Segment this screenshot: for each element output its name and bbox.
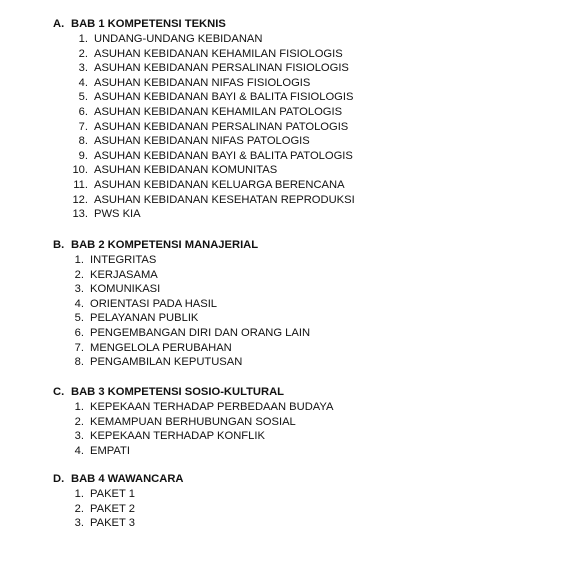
item-text: ASUHAN KEBIDANAN KOMUNITAS (94, 164, 278, 177)
section-heading (53, 238, 310, 253)
item-text: ASUHAN KEBIDANAN NIFAS PATOLOGIS (94, 135, 310, 148)
section-heading (53, 385, 334, 400)
item-text: KEPEKAAN TERHADAP KONFLIK (90, 430, 265, 443)
item-number: 13. (72, 208, 88, 221)
list-item (53, 32, 355, 47)
item-text: PAKET 1 (90, 488, 135, 500)
item-text: KOMUNIKASI (90, 283, 161, 296)
section-title: BAB 2 KOMPETENSI MANAJERIAL (71, 239, 259, 251)
section-title: BAB 3 KOMPETENSI SOSIO-KULTURAL (71, 386, 284, 398)
item-text: PENGAMBILAN KEPUTUSAN (90, 356, 243, 369)
list-item (53, 61, 355, 76)
topic-list (53, 400, 334, 458)
item-number: 9. (78, 149, 88, 162)
item-text: ASUHAN KEBIDANAN PERSALINAN PATOLOGIS (94, 120, 349, 133)
list-item (53, 268, 310, 283)
item-number: 3. (74, 430, 84, 443)
section-letter: C. (53, 386, 65, 398)
list-item (53, 400, 334, 415)
item-text: PELAYANAN PUBLIK (90, 312, 199, 325)
list-item (53, 429, 334, 444)
list-item (53, 90, 355, 105)
item-text: UNDANG-UNDANG KEBIDANAN (94, 33, 263, 45)
item-number: 1. (74, 254, 84, 266)
item-text: PAKET 3 (90, 517, 135, 530)
item-number: 2. (74, 268, 84, 281)
item-number: 4. (74, 297, 84, 310)
item-number: 1. (74, 488, 84, 500)
item-number: 3. (74, 283, 84, 296)
item-text: ASUHAN KEBIDANAN NIFAS FISIOLOGIS (94, 76, 311, 89)
list-item (53, 120, 355, 135)
item-text: ASUHAN KEBIDANAN BAYI & BALITA FISIOLOGIS (94, 91, 354, 104)
item-number: 1. (74, 401, 84, 413)
item-text: PENGEMBANGAN DIRI DAN ORANG LAIN (90, 326, 311, 339)
item-text: EMPATI (90, 444, 130, 457)
list-item (53, 178, 355, 193)
list-item (53, 149, 355, 164)
item-text: ORIENTASI PADA HASIL (90, 297, 218, 310)
item-text: KERJASAMA (90, 268, 158, 281)
item-number: 11. (73, 178, 88, 191)
section-title: BAB 4 WAWANCARA (71, 473, 184, 485)
list-item (53, 105, 355, 120)
item-text: INTEGRITAS (90, 254, 157, 266)
item-number: 8. (74, 356, 84, 369)
item-number: 2. (74, 502, 84, 515)
topic-list (53, 487, 184, 531)
list-item (53, 516, 184, 531)
item-number: 4. (74, 444, 84, 457)
item-number: 3. (78, 62, 88, 75)
item-text: ASUHAN KEBIDANAN PERSALINAN FISIOLOGIS (94, 62, 349, 75)
item-number: 7. (74, 341, 84, 354)
item-number: 5. (74, 312, 84, 325)
item-text: PWS KIA (94, 208, 141, 221)
list-item (53, 253, 310, 268)
item-number: 6. (74, 326, 84, 339)
item-number: 3. (74, 517, 84, 530)
item-text: MENGELOLA PERUBAHAN (90, 341, 232, 354)
item-number: 5. (78, 91, 88, 104)
item-number: 12. (72, 193, 88, 206)
list-item (53, 355, 310, 370)
item-number: 2. (74, 415, 84, 428)
list-item (53, 76, 355, 91)
list-item (53, 341, 310, 356)
list-item (53, 47, 355, 62)
item-text: ASUHAN KEBIDANAN KEHAMILAN FISIOLOGIS (94, 47, 343, 60)
section-bab-2 (53, 238, 310, 370)
list-item (53, 487, 184, 502)
list-item (53, 134, 355, 149)
list-item (53, 415, 334, 430)
item-text: ASUHAN KEBIDANAN BAYI & BALITA PATOLOGIS (94, 149, 353, 162)
list-item (53, 193, 355, 208)
item-number: 10. (72, 164, 88, 177)
list-item (53, 502, 184, 517)
item-text: ASUHAN KEBIDANAN KELUARGA BERENCANA (94, 178, 345, 191)
list-item (53, 297, 310, 312)
list-item (53, 282, 310, 297)
item-text: ASUHAN KEBIDANAN KEHAMILAN PATOLOGIS (94, 105, 343, 118)
item-text: PAKET 2 (90, 502, 135, 515)
item-number: 6. (78, 105, 88, 118)
item-number: 2. (78, 47, 88, 60)
list-item (53, 444, 334, 459)
section-letter: D. (53, 473, 65, 485)
section-title: BAB 1 KOMPETENSI TEKNIS (71, 18, 226, 30)
item-number: 1. (78, 33, 88, 45)
list-item (53, 311, 310, 326)
topic-list (53, 32, 355, 222)
item-text: KEPEKAAN TERHADAP PERBEDAAN BUDAYA (90, 401, 334, 413)
section-bab-3 (53, 385, 334, 458)
section-letter: B. (53, 239, 65, 251)
topic-list (53, 253, 310, 370)
item-text: ASUHAN KEBIDANAN KESEHATAN REPRODUKSI (94, 193, 355, 206)
list-item (53, 163, 355, 178)
section-heading (53, 472, 184, 487)
section-bab-1 (53, 17, 355, 222)
item-number: 4. (78, 76, 88, 89)
list-item (53, 326, 310, 341)
item-text: KEMAMPUAN BERHUBUNGAN SOSIAL (90, 415, 296, 428)
list-item (53, 207, 355, 222)
item-number: 8. (78, 135, 88, 148)
item-number: 7. (78, 120, 88, 133)
section-bab-4 (53, 472, 184, 531)
section-letter: A. (53, 18, 65, 30)
section-heading (53, 17, 355, 32)
